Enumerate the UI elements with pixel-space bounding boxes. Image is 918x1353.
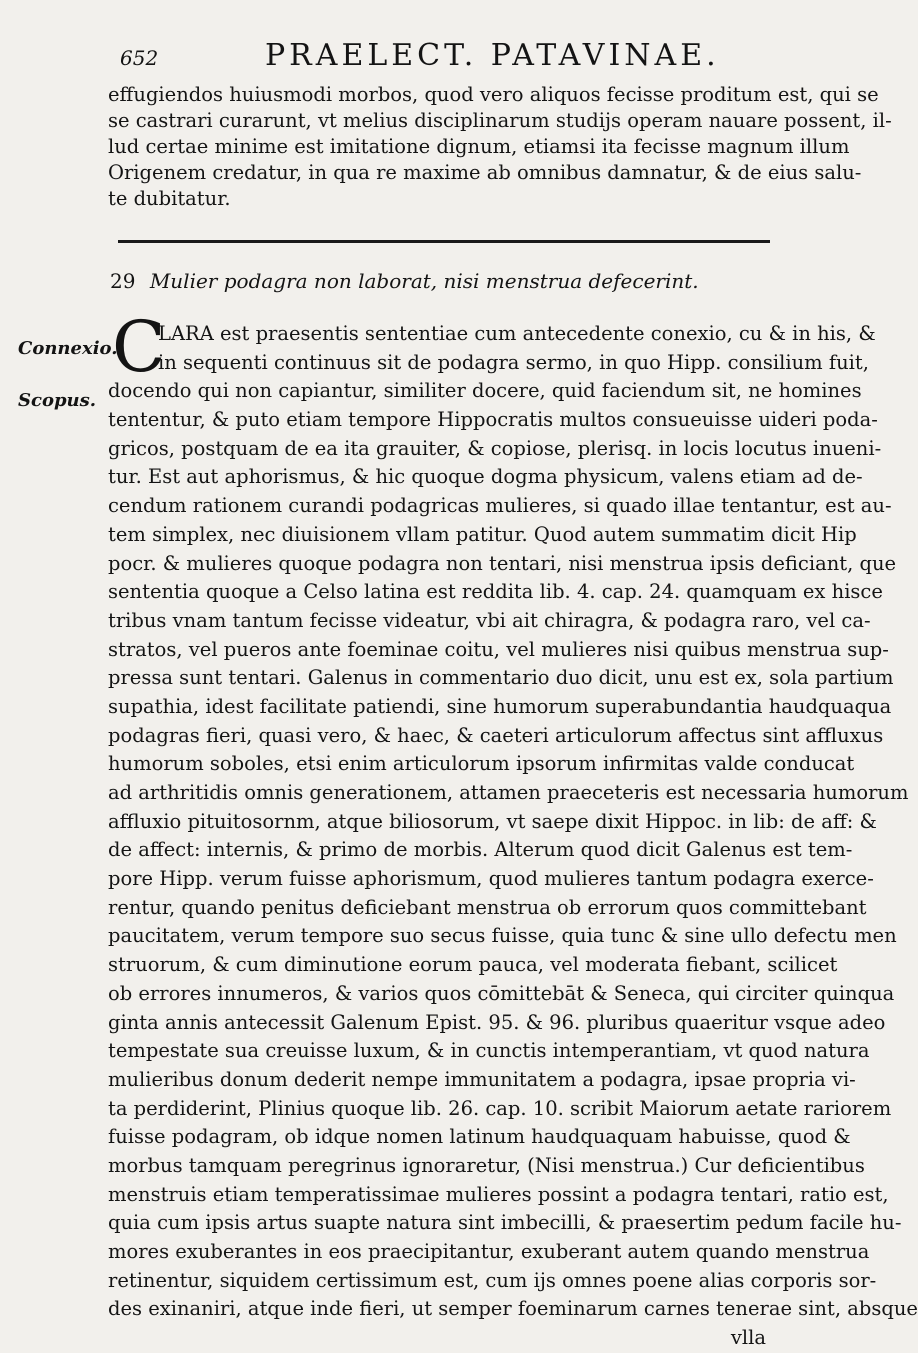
text-line: ob errores innumeros, & varios quos cōmittebāt & Seneca, qui circiter quinqua (108, 981, 895, 1005)
text-line: mulieribus donum dederit nempe immunitatem a podagra, ipsae propria vi- (108, 1067, 856, 1091)
text-line: pore Hipp. verum fuisse aphorismum, quod mulieres tantum podagra exerce- (108, 867, 874, 891)
text-line: mores exuberantes in eos praecipitantur, exuberant autem quando menstrua (108, 1240, 870, 1263)
text-line: ta perdiderint, Plinius quoque lib. 26. cap. 10. scribit Maiorum aetate rariorem (108, 1096, 892, 1120)
text-line: se castrari curarunt, vt melius disciplinarum studijs operam nauare possent, il- (108, 109, 892, 132)
text-line: tententur, & puto etiam tempore Hippocratis multos consueuisse uideri poda- (108, 408, 878, 432)
running-title: PRAELECT. PATAVINAE. (265, 38, 720, 73)
text-line: in sequenti continuus sit de podagra sermo, in quo Hipp. consilium fuit, (158, 350, 869, 374)
drop-cap: C (112, 306, 166, 388)
text-line: stratos, vel pueros ante foeminae coitu, vel mulieres nisi quibus menstrua sup- (108, 637, 889, 661)
text-line: Origenem credatur, in qua re maxime ab omnibus damnatur, & de eius salu- (108, 161, 862, 184)
text-line: LARA est praesentis sententiae cum antecedente conexio, cu & in his, & (158, 322, 876, 345)
aphorism-number: 29 (110, 269, 136, 293)
text-line: menstruis etiam temperatissimae mulieres possint a podagra tentari, ratio est, (108, 1182, 889, 1206)
text-line: humorum soboles, etsi enim articulorum ipsorum infirmitas valde conducat (108, 752, 855, 776)
text-line: rentur, quando penitus deficiebant menstrua ob errorum quos committebant (108, 895, 867, 919)
text-line: lud certae minime est imitatione dignum, etiamsi ita fecisse magnum illum (108, 135, 850, 158)
margin-note-connexio: Connexio. (18, 338, 118, 359)
text-line: de affect: internis, & primo de morbis. Alterum quod dicit Galenus est tem- (108, 838, 853, 862)
text-line: tempestate sua creuisse luxum, & in cunctis intemperantiam, vt quod natura (108, 1039, 870, 1063)
text-line: ginta annis antecessit Galenum Epist. 95. & 96. pluribus quaeritur vsque adeo (108, 1010, 886, 1034)
text-line: podagras fieri, quasi vero, & haec, & caeteri articulorum affectus sint affluxus (108, 723, 884, 747)
text-line: docendo qui non capiantur, similiter docere, quid faciendum sit, ne homines (108, 379, 862, 403)
page-header (110, 38, 760, 78)
page-number: 652 (120, 46, 159, 70)
margin-note-scopus: Scopus. (18, 390, 97, 411)
text-line: supathia, idest facilitate patiendi, sine humorum superabundantia haudquaqua (108, 694, 892, 718)
text-line: paucitatem, verum tempore suo secus fuisse, quia tunc & sine ullo defectu men (108, 924, 897, 948)
text-line: quia cum ipsis artus suapte natura sint imbecilli, & praesertim pedum facile hu- (108, 1211, 902, 1235)
text-line: pressa sunt tentari. Galenus in commentario duo dicit, unu est ex, sola partium (108, 666, 894, 690)
text-line: tur. Est aut aphorismus, & hic quoque dogma physicum, valens etiam ad de- (108, 465, 863, 489)
section-rule (118, 240, 770, 243)
text-line: fuisse podagram, ob idque nomen latinum haudquaquam habuisse, quod & (108, 1125, 851, 1149)
text-line: sententia quoque a Celso latina est reddita lib. 4. cap. 24. quamquam ex hisce (108, 580, 883, 604)
text-line: tem simplex, nec diuisionem vllam patitur. Quod autem summatim dicit Hip (108, 522, 857, 546)
text-line: struorum, & cum diminutione eorum pauca, vel moderata fiebant, scilicet (108, 953, 838, 977)
text-line: des exinaniri, atque inde fieri, ut semper foeminarum carnes tenerae sint, absque (108, 1297, 918, 1321)
text-line: cendum rationem curandi podagricas mulieres, si quado illae tentantur, est au- (108, 494, 892, 518)
text-line: pocr. & mulieres quoque podagra non tentari, nisi menstrua ipsis deficiant, que (108, 551, 897, 575)
text-line: affluxio pituitosornm, atque biliosorum, vt saepe dixit Hippoc. in lib: de aff: & (108, 809, 877, 833)
text-line: gricos, postquam de ea ita grauiter, & copiose, plerisq. in locis locutus inueni- (108, 436, 882, 460)
text-line: morbus tamquam peregrinus ignoraretur, (Nisi menstrua.) Cur deficientibus (108, 1153, 865, 1177)
commentary-paragraph (108, 320, 918, 1353)
text-line: te dubitatur. (108, 187, 231, 210)
text-line: ad arthritidis omnis generationem, attamen praeceteris est necessaria humorum (108, 781, 909, 804)
text-line: vlla (730, 1326, 766, 1350)
intro-paragraph (108, 82, 892, 212)
text-line: effugiendos huiusmodi morbos, quod vero aliquos fecisse proditum est, qui se (108, 83, 879, 106)
text-line: tribus vnam tantum fecisse videatur, vbi ait chiragra, & podagra raro, vel ca- (108, 608, 871, 632)
text-line: retinentur, siquidem certissimum est, cum ijs omnes poene alias corporis sor- (108, 1268, 877, 1292)
aphorism-text: Mulier podagra non laborat, nisi menstrua defecerint. (149, 269, 699, 293)
aphorism-heading (110, 268, 770, 294)
